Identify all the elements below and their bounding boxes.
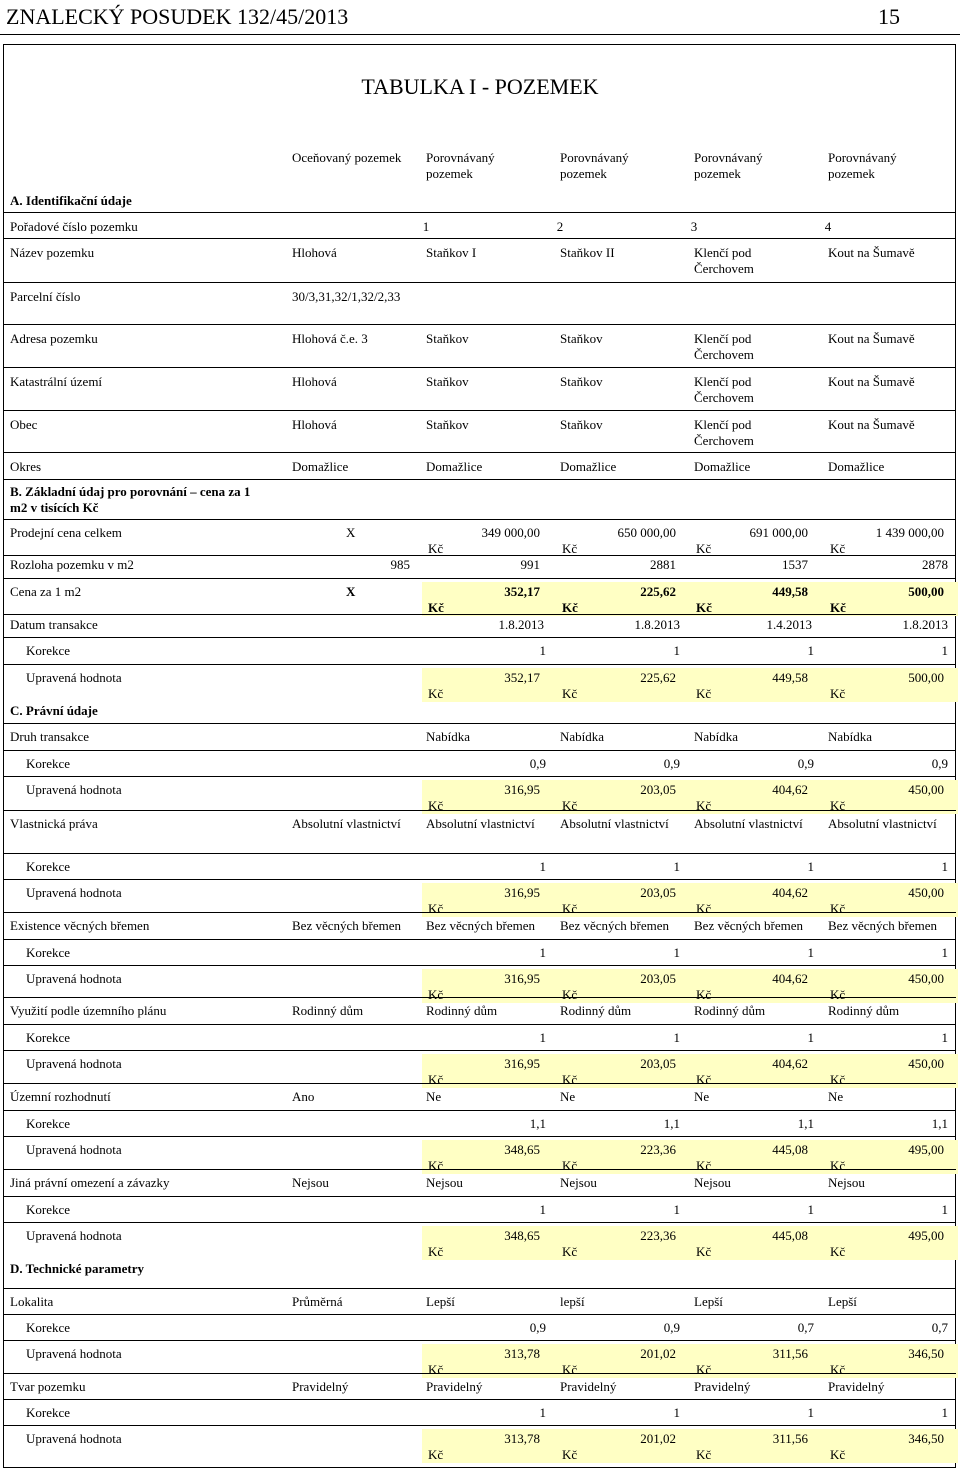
row-rule: [3, 1399, 956, 1400]
cell-text: Staňkov: [426, 417, 469, 432]
cell-number: 1: [539, 643, 546, 658]
cell-text: Rodinný dům: [828, 1003, 900, 1018]
row-label: Datum transakce: [10, 617, 98, 632]
cell-text: Pravidelný: [560, 1379, 617, 1394]
column-header: Porovnávaný pozemek: [828, 150, 897, 181]
row-rule: [3, 776, 956, 777]
cell-number: 0,9: [529, 756, 546, 771]
currency-label: Kč: [562, 1244, 578, 1259]
cell-number: 1,1: [529, 1116, 546, 1131]
cell-text: Hlohová: [292, 417, 337, 432]
currency-label: Kč: [562, 1158, 578, 1173]
cell-text: 1: [422, 219, 430, 234]
cell-number: 1: [539, 1405, 546, 1420]
cell-number: 352,17: [504, 670, 540, 685]
cell-text: 30/3,31,32/1,32/2,33: [292, 289, 401, 304]
cell-text: Pravidelný: [426, 1379, 483, 1394]
cell-number: 1: [673, 1405, 680, 1420]
x-mark: X: [346, 525, 356, 540]
currency-label: Kč: [696, 600, 712, 615]
row-rule: [3, 1222, 956, 1223]
cell-number: 991: [520, 557, 540, 572]
cell-text: Staňkov II: [560, 245, 615, 260]
row-rule: [3, 637, 956, 638]
cell-number: 1,1: [663, 1116, 680, 1131]
row-rule: [3, 853, 956, 854]
table-title: TABULKA I - POZEMEK: [361, 74, 599, 99]
cell-number: 0,9: [663, 1320, 680, 1335]
row-label: Upravená hodnota: [26, 1228, 122, 1243]
cell-number: 1: [941, 1202, 948, 1217]
row-rule: [3, 410, 956, 411]
row-rule: [3, 912, 956, 913]
cell-number: 352,17: [504, 584, 540, 599]
row-label: Korekce: [26, 1405, 71, 1420]
cell-number: 1: [941, 1405, 948, 1420]
currency-label: Kč: [562, 1072, 578, 1087]
currency-label: Kč: [562, 1362, 578, 1377]
cell-number: 450,00: [908, 971, 944, 986]
cell-text: Absolutní vlastnictví: [828, 816, 937, 831]
currency-label: Kč: [830, 1244, 846, 1259]
cell-number: 1,1: [931, 1116, 948, 1131]
cell-text: Hlohová č.e. 3: [292, 331, 368, 346]
row-rule: [3, 810, 956, 811]
cell-number: 203,05: [640, 1056, 676, 1071]
currency-label: Kč: [428, 541, 444, 556]
currency-label: Kč: [696, 901, 712, 916]
row-rule: [3, 282, 956, 283]
cell-text: Nejsou: [426, 1175, 463, 1190]
cell-text: Rodinný dům: [426, 1003, 498, 1018]
column-header: Porovnávaný pozemek: [426, 150, 495, 181]
cell-text: Staňkov: [426, 331, 469, 346]
currency-label: Kč: [830, 541, 846, 556]
cell-number: 0,9: [797, 756, 814, 771]
row-rule: [3, 1340, 956, 1341]
currency-label: Kč: [562, 798, 578, 813]
cell-text: Domažlice: [694, 459, 751, 474]
cell-number: 0,7: [931, 1320, 948, 1335]
row-label: Korekce: [26, 1116, 71, 1131]
cell-number: 1: [673, 945, 680, 960]
row-label: Upravená hodnota: [26, 1346, 122, 1361]
cell-number: 311,56: [772, 1431, 808, 1446]
currency-label: Kč: [830, 1362, 846, 1377]
cell-text: Absolutní vlastnictví: [694, 816, 803, 831]
cell-text: Ne: [694, 1089, 710, 1104]
row-rule: [3, 1136, 956, 1137]
currency-label: Kč: [562, 541, 578, 556]
currency-label: Kč: [696, 987, 712, 1002]
cell-number: 500,00: [908, 670, 944, 685]
row-label: Název pozemku: [10, 245, 95, 260]
cell-number: 449,58: [772, 584, 808, 599]
row-label: Upravená hodnota: [26, 1431, 122, 1446]
row-label: C. Právní údaje: [10, 703, 98, 718]
row-label: Využití podle územního plánu: [10, 1003, 167, 1018]
cell-text: Staňkov: [426, 374, 469, 389]
row-label: Jiná právní omezení a závazky: [10, 1175, 170, 1190]
row-label: Upravená hodnota: [26, 885, 122, 900]
row-rule: [3, 238, 956, 239]
cell-text: Klenčí pod Čerchovem: [694, 331, 754, 362]
cell-text: Domažlice: [426, 459, 483, 474]
cell-text: Absolutní vlastnictví: [426, 816, 535, 831]
row-label: Tvar pozemku: [10, 1379, 86, 1394]
currency-label: Kč: [428, 798, 444, 813]
cell-number: 1: [539, 1202, 546, 1217]
cell-number: 1: [539, 1030, 546, 1045]
cell-text: Kout na Šumavě: [828, 374, 915, 389]
row-label: D. Technické parametry: [10, 1261, 144, 1276]
column-header: Porovnávaný pozemek: [560, 150, 629, 181]
row-label: Lokalita: [10, 1294, 54, 1309]
currency-label: Kč: [562, 1447, 578, 1462]
cell-number: 203,05: [640, 885, 676, 900]
cell-number: 1: [807, 945, 814, 960]
cell-text: Klenčí pod Čerchovem: [694, 374, 754, 405]
cell-number: 225,62: [640, 670, 676, 685]
cell-number: 1: [941, 1030, 948, 1045]
row-label: Rozloha pozemku v m2: [10, 557, 134, 572]
cell-number: 203,05: [640, 782, 676, 797]
column-header: Oceňovaný pozemek: [292, 150, 402, 165]
row-rule: [3, 1110, 956, 1111]
currency-label: Kč: [428, 1244, 444, 1259]
column-header: Porovnávaný pozemek: [694, 150, 763, 181]
row-label: Prodejní cena celkem: [10, 525, 122, 540]
header-rule: [0, 34, 960, 35]
currency-label: Kč: [696, 1244, 712, 1259]
cell-text: Rodinný dům: [694, 1003, 766, 1018]
cell-text: Hlohová: [292, 245, 337, 260]
row-rule: [3, 479, 956, 480]
currency-label: Kč: [830, 798, 846, 813]
document-title: ZNALECKÝ POSUDEK 132/45/2013: [6, 4, 349, 29]
cell-number: 223,36: [640, 1228, 676, 1243]
row-label: Korekce: [26, 1320, 71, 1335]
row-label: Korekce: [26, 756, 71, 771]
cell-number: 348,65: [504, 1228, 540, 1243]
currency-label: Kč: [830, 987, 846, 1002]
currency-label: Kč: [830, 600, 846, 615]
cell-text: Nejsou: [560, 1175, 597, 1190]
row-rule: [3, 997, 956, 998]
cell-text: Pravidelný: [292, 1379, 349, 1394]
currency-label: Kč: [428, 1158, 444, 1173]
row-rule: [3, 1425, 956, 1426]
cell-text: Kout na Šumavě: [828, 417, 915, 432]
currency-label: Kč: [830, 1447, 846, 1462]
cell-text: Kout na Šumavě: [828, 245, 915, 260]
cell-number: 404,62: [772, 1056, 808, 1071]
cell-number: 650 000,00: [617, 525, 676, 540]
row-label: Územní rozhodnutí: [10, 1089, 111, 1104]
cell-text: 2: [556, 219, 564, 234]
page-number: 15: [878, 4, 900, 29]
cell-number: 445,08: [772, 1228, 808, 1243]
cell-number: 1: [941, 643, 948, 658]
cell-text: Ano: [292, 1089, 315, 1104]
row-label: Upravená hodnota: [26, 1142, 122, 1157]
row-label: B. Základní údaj pro porovnání – cena za 1: [10, 484, 251, 499]
cell-text: Lepší: [694, 1294, 723, 1309]
cell-number: 1: [673, 1030, 680, 1045]
cell-text: Nabídka: [560, 729, 605, 744]
currency-label: Kč: [830, 1072, 846, 1087]
row-label: Adresa pozemku: [10, 331, 98, 346]
cell-text: Staňkov: [560, 331, 603, 346]
cell-text: Ne: [426, 1089, 442, 1104]
cell-number: 1: [941, 859, 948, 874]
cell-text: Nabídka: [828, 729, 873, 744]
cell-number: 1,1: [797, 1116, 814, 1131]
cell-number: 450,00: [908, 782, 944, 797]
cell-number: 495,00: [908, 1228, 944, 1243]
cell-number: 346,50: [908, 1431, 944, 1446]
cell-number: 316,95: [504, 1056, 540, 1071]
currency-label: Kč: [696, 1447, 712, 1462]
cell-number: 1: [673, 859, 680, 874]
row-rule: [3, 555, 956, 556]
currency-label: Kč: [428, 1362, 444, 1377]
cell-text: Domažlice: [828, 459, 885, 474]
cell-text: Klenčí pod Čerchovem: [694, 245, 754, 276]
currency-label: Kč: [562, 600, 578, 615]
cell-number: 316,95: [504, 885, 540, 900]
row-rule: [3, 519, 956, 520]
currency-label: Kč: [562, 901, 578, 916]
cell-number: 1.4.2013: [766, 617, 812, 632]
row-label: Okres: [10, 459, 42, 474]
row-rule: [3, 1083, 956, 1084]
currency-label: Kč: [562, 686, 578, 701]
cell-text: Staňkov: [560, 374, 603, 389]
cell-text: Ne: [828, 1089, 844, 1104]
cell-text: Absolutní vlastnictví: [560, 816, 669, 831]
currency-label: Kč: [428, 1447, 444, 1462]
cell-number: 223,36: [640, 1142, 676, 1157]
cell-number: 1: [807, 859, 814, 874]
cell-number: 445,08: [772, 1142, 808, 1157]
row-label: Cena za 1 m2: [10, 584, 82, 599]
cell-text: 4: [824, 219, 832, 234]
cell-number: 1.8.2013: [498, 617, 544, 632]
row-label: A. Identifikační údaje: [10, 193, 132, 208]
cell-number: 1: [941, 945, 948, 960]
cell-text: Rodinný dům: [292, 1003, 364, 1018]
cell-text: Klenčí pod Čerchovem: [694, 417, 754, 448]
cell-number: 313,78: [504, 1431, 540, 1446]
cell-number: 1: [807, 643, 814, 658]
cell-number: 316,95: [504, 782, 540, 797]
cell-number: 201,02: [640, 1346, 676, 1361]
row-rule: [3, 750, 956, 751]
cell-number: 0,9: [529, 1320, 546, 1335]
cell-number: 0,7: [797, 1320, 814, 1335]
cell-number: 349 000,00: [481, 525, 540, 540]
cell-number: 346,50: [908, 1346, 944, 1361]
cell-number: 404,62: [772, 885, 808, 900]
cell-number: 2878: [922, 557, 948, 572]
row-rule: [3, 212, 956, 213]
row-rule: [3, 965, 956, 966]
cell-text: Hlohová: [292, 374, 337, 389]
cell-number: 1.8.2013: [634, 617, 680, 632]
cell-number: 1.8.2013: [902, 617, 948, 632]
cell-text: Kout na Šumavě: [828, 331, 915, 346]
cell-text: 3: [690, 219, 698, 234]
cell-text: Ne: [560, 1089, 576, 1104]
cell-number: 449,58: [772, 670, 808, 685]
currency-label: Kč: [696, 798, 712, 813]
cell-text: Bez věcných břemen: [292, 918, 402, 933]
row-rule: [3, 614, 956, 615]
cell-text: Domažlice: [292, 459, 349, 474]
cell-number: 450,00: [908, 885, 944, 900]
cell-text: Pravidelný: [828, 1379, 885, 1394]
row-label: Existence věcných břemen: [10, 918, 150, 933]
cell-number: 1: [807, 1030, 814, 1045]
cell-text: Rodinný dům: [560, 1003, 632, 1018]
cell-number: 1: [673, 1202, 680, 1217]
currency-label: Kč: [428, 901, 444, 916]
row-label: Obec: [10, 417, 38, 432]
cell-text: Lepší: [426, 1294, 455, 1309]
currency-label: Kč: [428, 686, 444, 701]
cell-number: 311,56: [772, 1346, 808, 1361]
row-rule: [3, 664, 956, 665]
row-rule: [3, 367, 956, 368]
row-label: Vlastnická práva: [10, 816, 98, 831]
row-label: Upravená hodnota: [26, 1056, 122, 1071]
row-rule: [3, 1288, 956, 1289]
currency-label: Kč: [428, 987, 444, 1002]
currency-label: Kč: [428, 600, 444, 615]
currency-label: Kč: [696, 1072, 712, 1087]
cell-text: Absolutní vlastnictví: [292, 816, 401, 831]
row-label: Druh transakce: [10, 729, 90, 744]
row-rule: [3, 578, 956, 579]
cell-text: Bez věcných břemen: [828, 918, 938, 933]
cell-text: Bez věcných břemen: [694, 918, 804, 933]
currency-label: Kč: [696, 541, 712, 556]
cell-number: 1 439 000,00: [875, 525, 944, 540]
currency-label: Kč: [562, 987, 578, 1002]
row-rule: [3, 1169, 956, 1170]
row-rule: [3, 452, 956, 453]
row-rule: [3, 324, 956, 325]
cell-number: 1: [673, 643, 680, 658]
cell-number: 1: [539, 859, 546, 874]
cell-text: lepší: [560, 1294, 585, 1309]
cell-number: 495,00: [908, 1142, 944, 1157]
row-label: Katastrální území: [10, 374, 103, 389]
row-rule: [3, 1024, 956, 1025]
cell-text: Lepší: [828, 1294, 857, 1309]
row-label: Pořadové číslo pozemku: [10, 219, 138, 234]
cell-text: Nabídka: [694, 729, 739, 744]
cell-number: 1: [807, 1202, 814, 1217]
cell-number: 225,62: [640, 584, 676, 599]
row-rule: [3, 1373, 956, 1374]
row-rule: [3, 1314, 956, 1315]
cell-number: 1: [807, 1405, 814, 1420]
row-label: m2 v tisících Kč: [10, 500, 99, 515]
currency-label: Kč: [830, 901, 846, 916]
currency-label: Kč: [696, 1362, 712, 1377]
row-label: Korekce: [26, 859, 71, 874]
cell-text: Pravidelný: [694, 1379, 751, 1394]
row-label: Parcelní číslo: [10, 289, 81, 304]
cell-number: 0,9: [663, 756, 680, 771]
currency-label: Kč: [428, 1072, 444, 1087]
cell-number: 2881: [650, 557, 676, 572]
cell-text: Staňkov I: [426, 245, 477, 260]
cell-text: Nejsou: [828, 1175, 865, 1190]
row-label: Upravená hodnota: [26, 670, 122, 685]
cell-number: 1537: [782, 557, 808, 572]
cell-text: Nejsou: [292, 1175, 329, 1190]
cell-number: 404,62: [772, 971, 808, 986]
row-label: Korekce: [26, 1202, 71, 1217]
cell-text: Bez věcných břemen: [560, 918, 670, 933]
cell-number: 0,9: [931, 756, 948, 771]
cell-text: Nabídka: [426, 729, 471, 744]
row-rule: [3, 1050, 956, 1051]
row-label: Upravená hodnota: [26, 782, 122, 797]
row-rule: [3, 723, 956, 724]
x-mark: X: [346, 584, 356, 599]
row-label: Korekce: [26, 1030, 71, 1045]
cell-text: Nejsou: [694, 1175, 731, 1190]
cell-text: Domažlice: [560, 459, 617, 474]
page-header: [0, 0, 960, 36]
cell-number: 203,05: [640, 971, 676, 986]
cell-number: 1: [539, 945, 546, 960]
cell-number: 313,78: [504, 1346, 540, 1361]
cell-number: 500,00: [908, 584, 944, 599]
cell-text: Bez věcných břemen: [426, 918, 536, 933]
cell-text: Staňkov: [560, 417, 603, 432]
currency-label: Kč: [696, 686, 712, 701]
cell-number: 201,02: [640, 1431, 676, 1446]
row-rule: [3, 1196, 956, 1197]
cell-number: 450,00: [908, 1056, 944, 1071]
currency-label: Kč: [696, 1158, 712, 1173]
currency-label: Kč: [830, 686, 846, 701]
cell-number: 316,95: [504, 971, 540, 986]
cell-number: 985: [390, 557, 410, 572]
cell-number: 404,62: [772, 782, 808, 797]
row-rule: [3, 879, 956, 880]
row-label: Upravená hodnota: [26, 971, 122, 986]
row-rule: [3, 939, 956, 940]
cell-number: 348,65: [504, 1142, 540, 1157]
cell-text: Průměrná: [292, 1294, 343, 1309]
currency-label: Kč: [830, 1158, 846, 1173]
row-label: Korekce: [26, 945, 71, 960]
row-label: Korekce: [26, 643, 71, 658]
cell-number: 691 000,00: [749, 525, 808, 540]
